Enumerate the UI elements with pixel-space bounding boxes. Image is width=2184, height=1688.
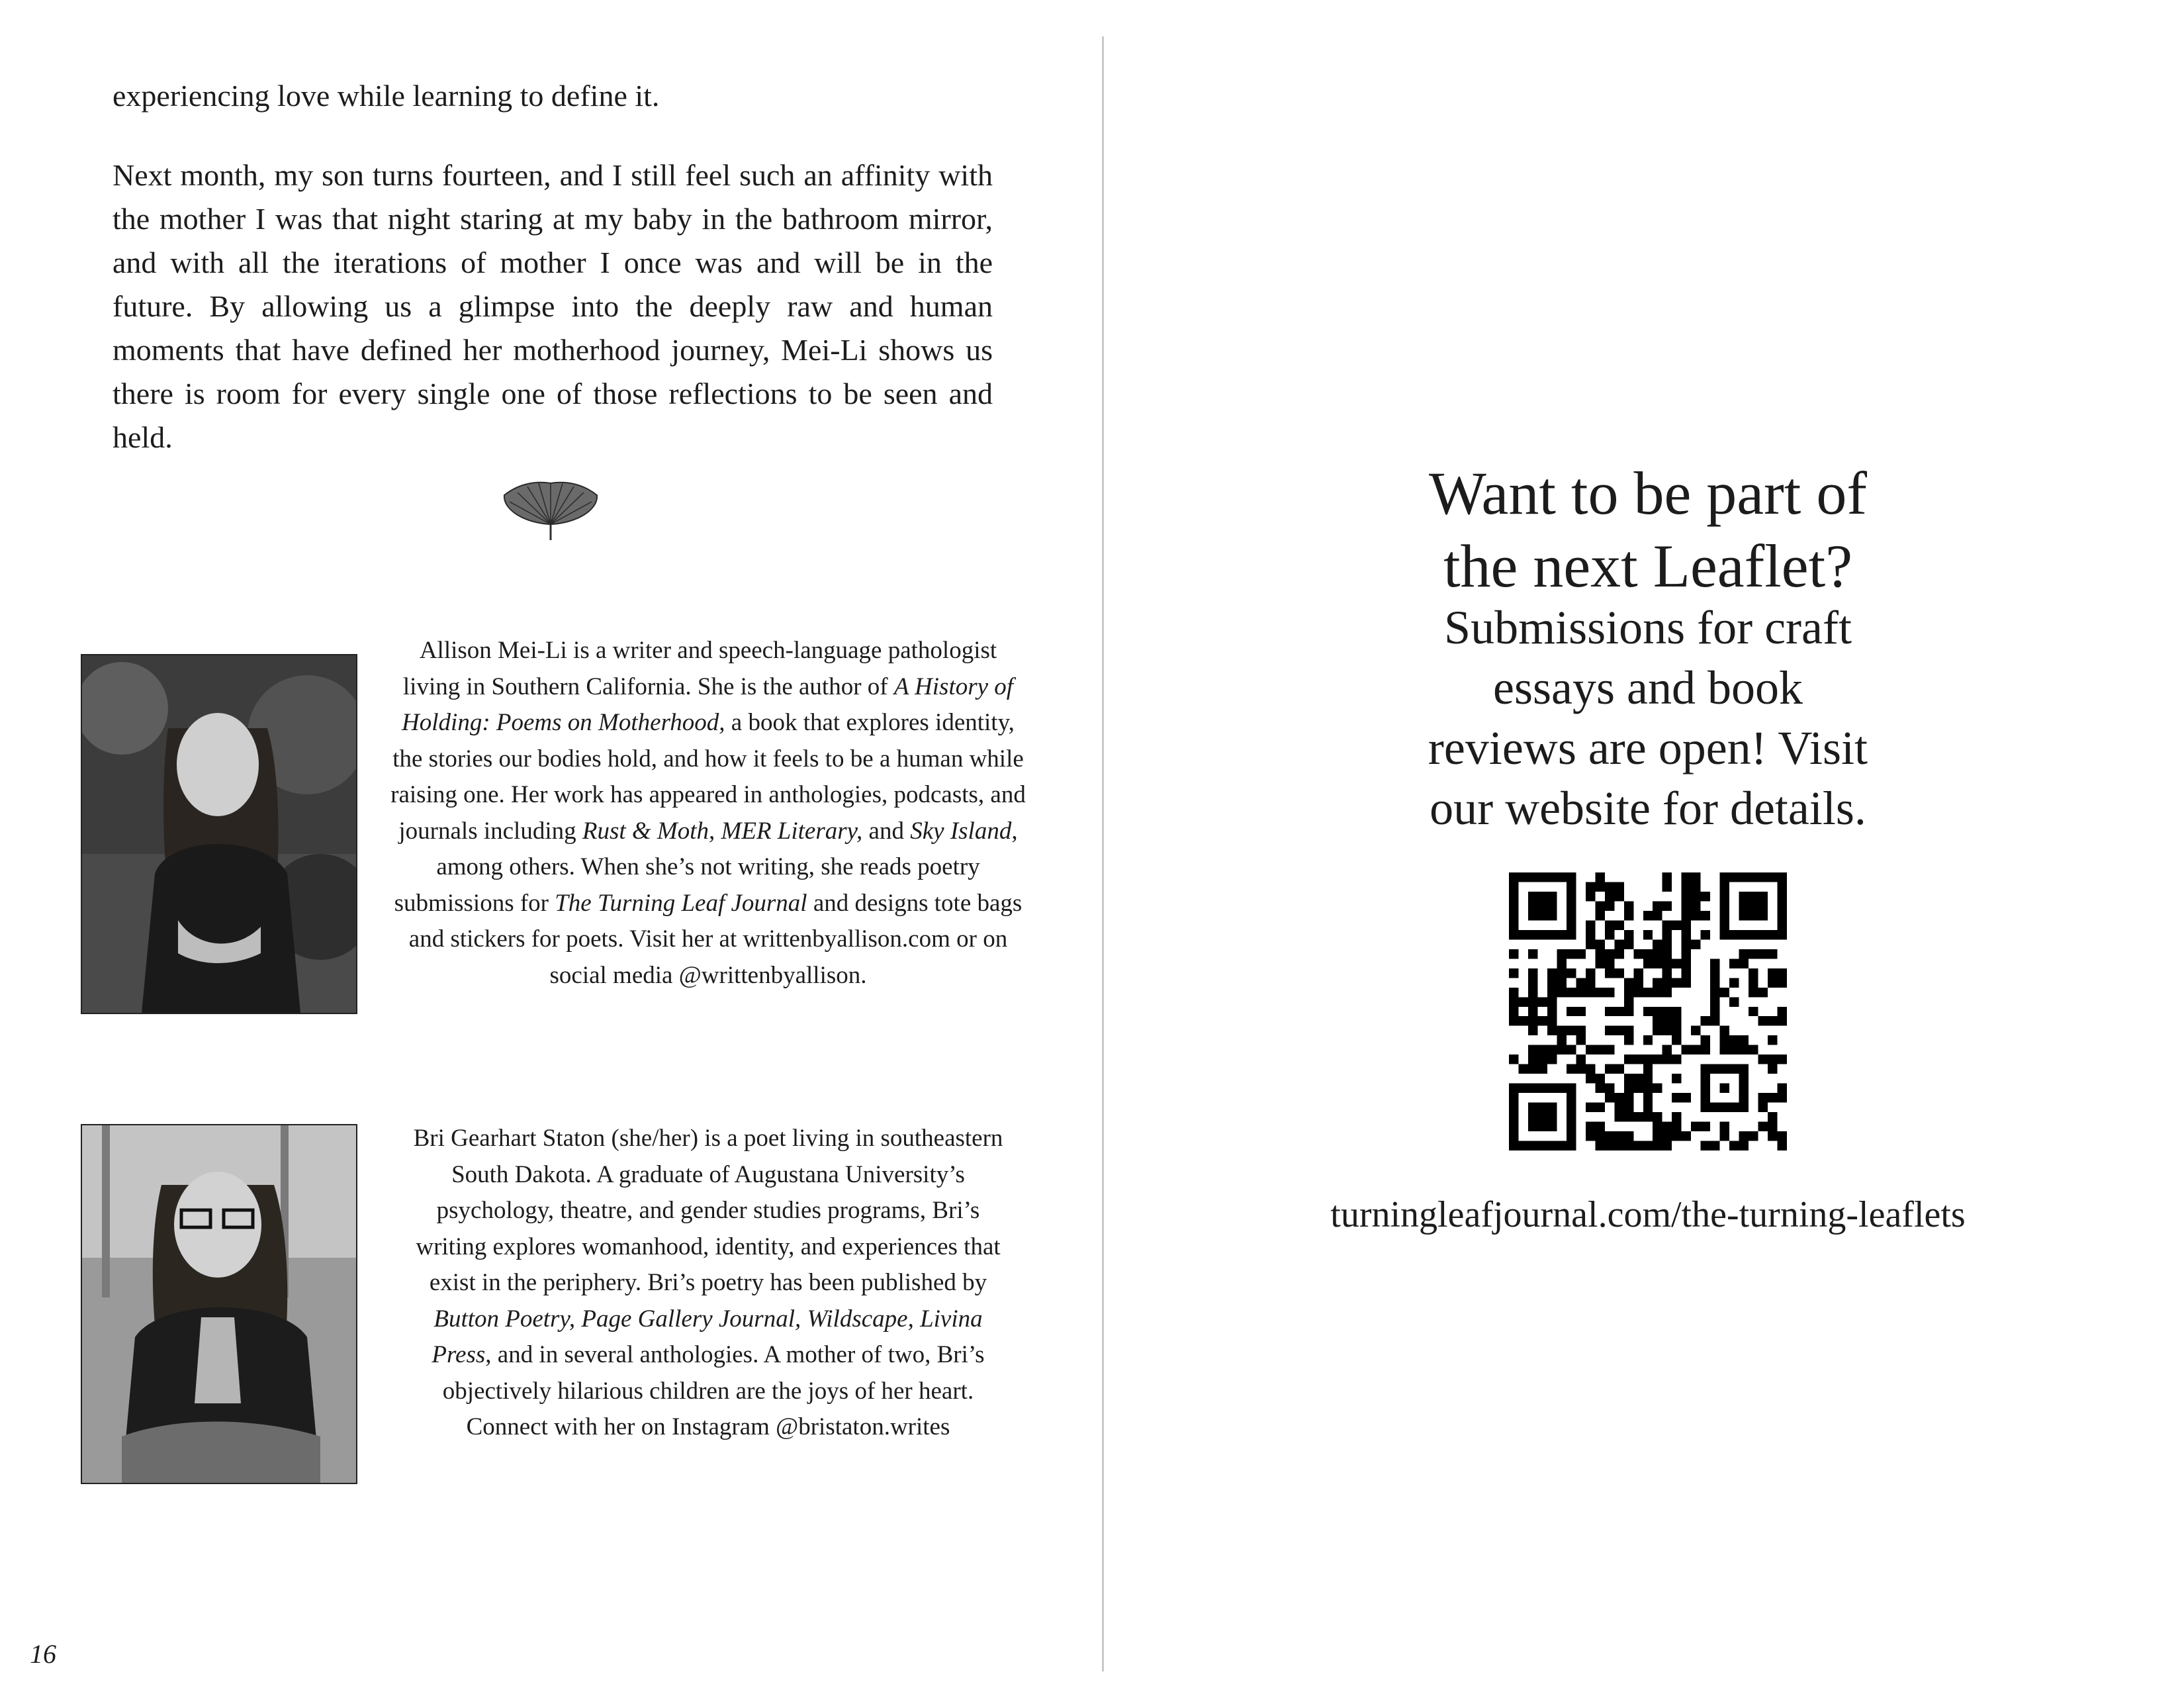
bio-bri-gearhart-staton <box>404 1121 1013 1446</box>
bio-allison-journal-turning-leaf: The Turning Leaf Journal <box>555 889 807 917</box>
bio-bri-publications: Button Poetry, Page Gallery Journal, Wildscape, Livina Press <box>432 1305 983 1368</box>
page-number: 16 <box>30 1639 56 1669</box>
bio-allison-mei-li <box>390 633 1026 994</box>
body-line-2: essays and book <box>1493 661 1803 714</box>
bio-allison-text-3: and <box>862 817 911 845</box>
bio-bri-text-1: Bri Gearhart Staton (she/her) is a poet living in southeastern South Dakota. A graduate of Augustana University’s psychology, theatre, and gender studies programs, Bri’s writing explores womanhood, identity, and experiences that exist in the periphery. Bri’s poetry has been published by <box>413 1125 1003 1296</box>
bio-allison-journal-sky-island: Sky Island <box>910 817 1012 845</box>
bio-allison-text-2: a book that explores identity, the stories our bodies hold, and how it feels to be a human while raising one. Her work has appeared in anthologies, podcasts, and journals including <box>390 709 1026 845</box>
call-for-submissions-body <box>1112 598 2184 839</box>
website-url-link[interactable]: turningleafjournal.com/the-turning-leaflets <box>1330 1194 1966 1235</box>
bio-allison-text-1: Allison Mei-Li is a writer and speech-language pathologist living in Southern California. She is the author of <box>402 637 997 700</box>
page-divider <box>1102 36 1104 1671</box>
ginkgo-leaf-icon <box>498 477 604 543</box>
bio-allison-book-title: A History of Holding: Poems on Motherhood, <box>402 673 1014 736</box>
bio-allison-text-5: and designs tote bags and stickers for poets. Visit her at writtenbyallison.com or on social media @writtenbyallison. <box>408 889 1023 989</box>
qr-code-icon[interactable] <box>1509 872 1787 1150</box>
essay-paragraph-final: Next month, my son turns fourteen, and I still feel such an affinity with the mother I was that night staring at my baby in the bathroom mirror, and with all the iterations of mother I once was and will be in the future. By allowing us a glimpse into the deeply raw and human moments that have defined her motherhood journey, Mei-Li shows us there is room for every single one of those reflections to be seen and held. <box>113 158 993 454</box>
right-page <box>1112 0 2184 1688</box>
bio-bri-text-2: , and in several anthologies. A mother of two, Bri’s objectively hilarious children are the joys of her heart. Connect with her on Instagram @bristaton.writes <box>442 1341 985 1440</box>
author-photo-allison <box>81 654 357 1014</box>
bio-allison-journals: Rust & Moth, MER Literary, <box>582 817 863 845</box>
bio-allison-text-4: , among others. When she’s not writing, she reads poetry submissions for <box>394 817 1018 917</box>
heading-line-1: Want to be part of <box>1429 459 1867 527</box>
author-photo-bri <box>81 1124 357 1484</box>
heading-line-2: the next Leaflet? <box>1443 532 1853 600</box>
call-for-submissions-heading <box>1112 457 2184 602</box>
body-line-3: reviews are open! Visit <box>1428 722 1868 774</box>
body-line-4: our website for details. <box>1430 782 1866 835</box>
essay-paragraph-closing-line: experiencing love while learning to define it. <box>113 79 660 113</box>
body-line-1: Submissions for craft <box>1444 601 1852 654</box>
